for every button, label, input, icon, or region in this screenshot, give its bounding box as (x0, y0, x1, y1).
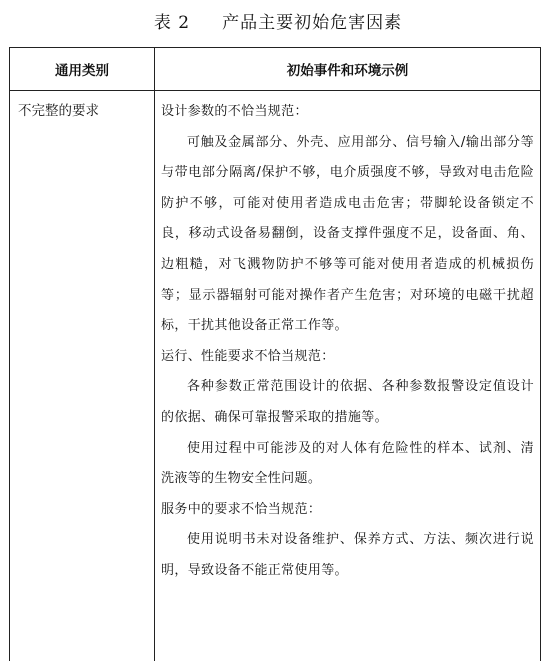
paragraph-biosafety: 使用过程中可能涉及的对人体有危险性的样本、试剂、清洗液等的生物安全性问题。 (161, 434, 534, 495)
paragraph-service-manual: 使用说明书未对设备维护、保养方式、方法、频次进行说明，导致设备不能正常使用等。 (161, 525, 534, 586)
section-heading-performance: 运行、性能要求不恰当规范： (161, 342, 534, 373)
table-row (10, 91, 541, 661)
section-heading-design-params: 设计参数的不恰当规范： (161, 97, 534, 128)
header-initial-events: 初始事件和环境示例 (155, 48, 541, 91)
hazard-factors-table (9, 47, 541, 661)
table-title: 产品主要初始危害因素 (222, 13, 402, 33)
table-caption (0, 8, 550, 33)
paragraph-design-params: 可触及金属部分、外壳、应用部分、信号输入/输出部分等与带电部分隔离/保护不够，电介质强度不够，导致对电击危险防护不够，可能对使用者造成电击危害；带脚轮设备锁定不良，移动式设备易翻倒，设备支撑件强度不足，设备面、角、边粗糙，对飞溅物防护不够等可能对使用者造成的机械损伤等；显示器辐射可能对操作者产生危害；对环境的电磁干扰超标，干扰其他设备正常工作等。 (161, 128, 534, 342)
paragraph-alarm-settings: 各种参数正常范围设计的依据、各种参数报警设定值设计的依据、确保可靠报警采取的措施等。 (161, 372, 534, 433)
header-general-category: 通用类别 (10, 48, 155, 91)
description-cell (155, 91, 541, 661)
table-header-row (10, 48, 541, 91)
table-number: 表 2 (154, 13, 190, 33)
category-cell: 不完整的要求 (10, 91, 155, 661)
section-heading-service: 服务中的要求不恰当规范： (161, 495, 534, 526)
